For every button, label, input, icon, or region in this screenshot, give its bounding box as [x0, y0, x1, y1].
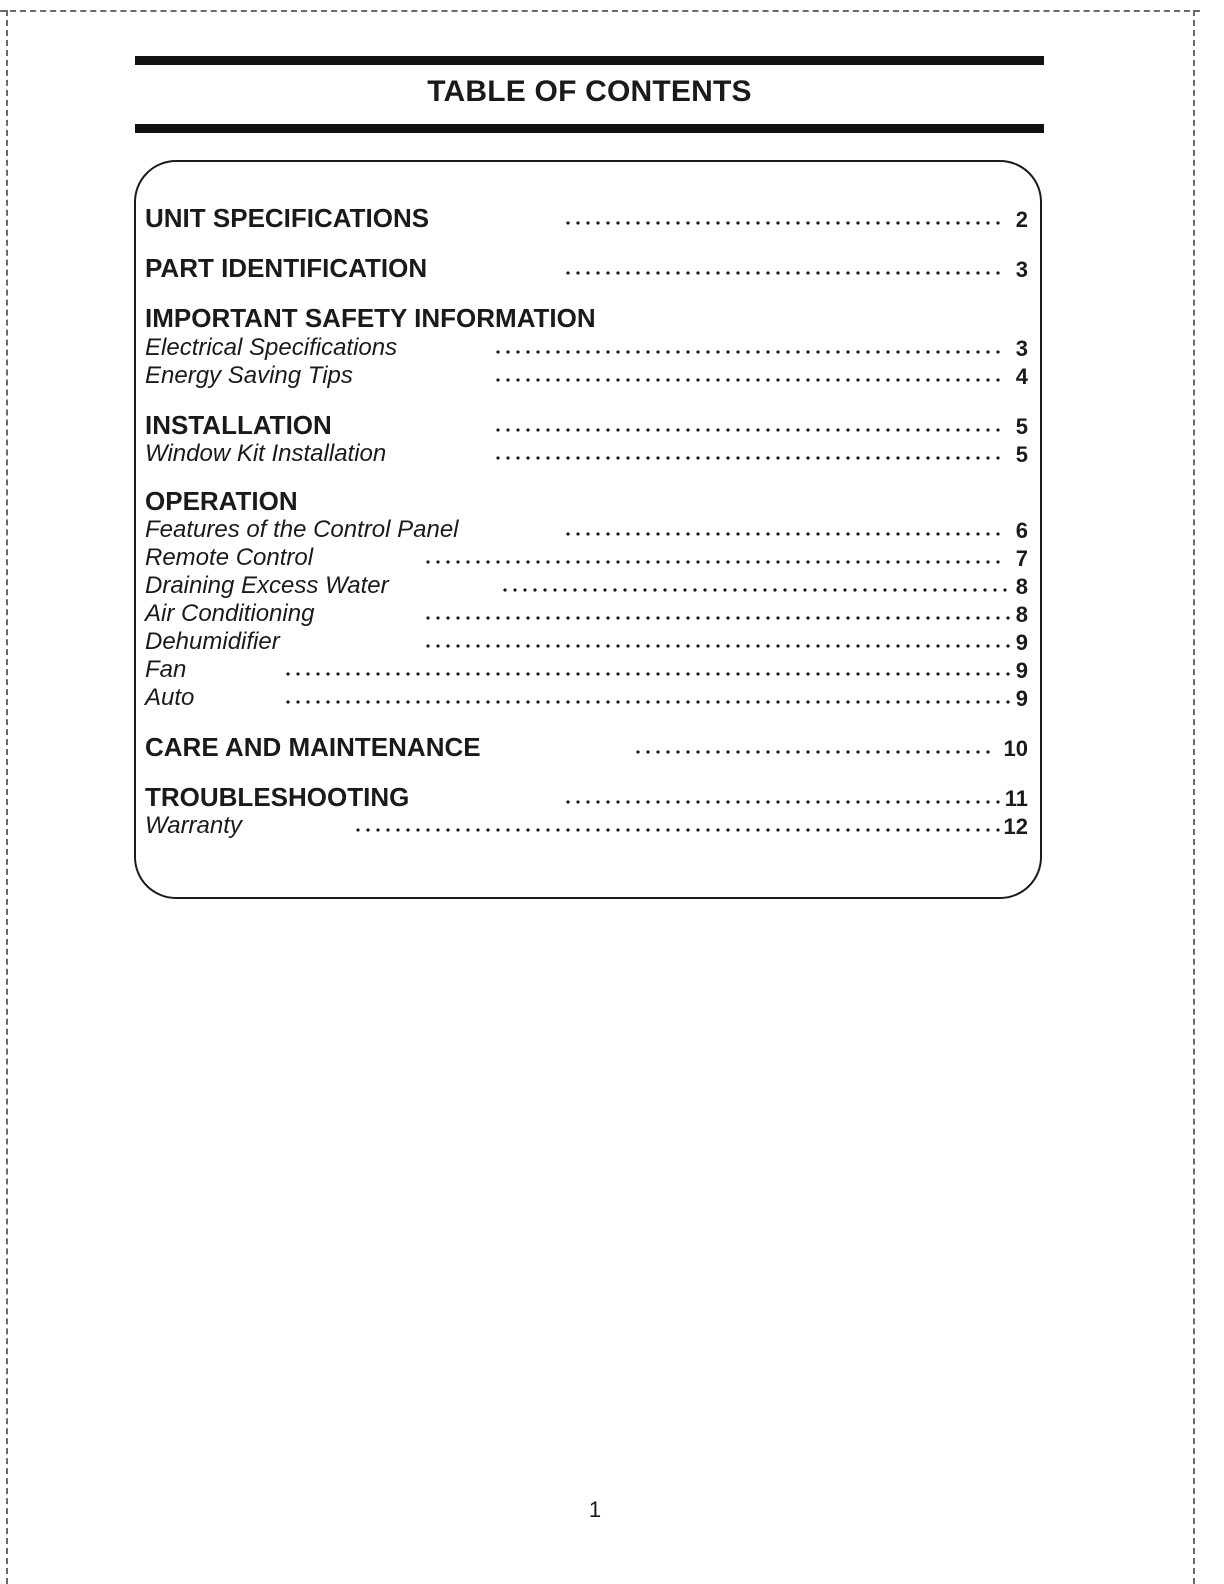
toc-entry-page: 11: [1004, 786, 1028, 811]
toc-entry[interactable]: [145, 251, 1028, 281]
dot-leader: [563, 528, 1002, 540]
toc-entry[interactable]: [145, 730, 1028, 760]
toc-entry-label: Dehumidifier: [145, 628, 280, 655]
toc-entry-label: Energy Saving Tips: [145, 362, 353, 389]
toc-entry-label: Features of the Control Panel: [145, 516, 459, 543]
toc-entry-page: 7: [1015, 546, 1028, 571]
dot-leader: [563, 217, 1002, 229]
toc-entry-page: 5: [1015, 414, 1028, 439]
toc-entry-page: 3: [1015, 257, 1028, 282]
dot-leader: [493, 452, 1002, 464]
cut-line-top: [0, 10, 1200, 12]
page-number: 1: [588, 1497, 602, 1522]
dot-leader: [353, 824, 1000, 836]
toc-entry-page: 9: [1015, 658, 1028, 683]
toc-entry-label: Remote Control: [145, 544, 314, 571]
toc-entry-page: 6: [1015, 518, 1028, 543]
toc-entry-page: 8: [1015, 602, 1028, 627]
toc-section-heading: [145, 484, 1028, 514]
title-rule-top: [135, 56, 1044, 65]
dot-leader: [500, 584, 1010, 596]
toc-entry-page: 9: [1015, 686, 1028, 711]
toc-section-heading: [145, 301, 1028, 331]
toc-entry[interactable]: [145, 201, 1028, 231]
toc-entry-page: 8: [1015, 574, 1028, 599]
toc-entry-page: 3: [1015, 336, 1028, 361]
dot-leader: [493, 374, 1002, 386]
toc-entry-page: 10: [1003, 736, 1028, 761]
toc-entry[interactable]: [145, 540, 1028, 570]
toc-entry-page: 4: [1015, 364, 1028, 389]
toc-entry[interactable]: [145, 680, 1028, 710]
dot-leader: [423, 612, 1010, 624]
toc-entry-page: 5: [1015, 442, 1028, 467]
toc-entry-label: Window Kit Installation: [145, 440, 387, 467]
toc-entry-label: Warranty: [145, 812, 242, 839]
toc-entry[interactable]: [145, 358, 1028, 388]
toc-entry[interactable]: [145, 512, 1028, 542]
dot-leader: [283, 668, 1010, 680]
dot-leader: [423, 640, 1010, 652]
toc-entry[interactable]: [145, 808, 1028, 838]
title-rule-bottom: [135, 124, 1044, 133]
toc-entry-label: OPERATION: [145, 486, 298, 516]
dot-leader: [563, 796, 1000, 808]
toc-entry[interactable]: [145, 652, 1028, 682]
dot-leader: [493, 346, 1002, 358]
toc-entry[interactable]: [145, 624, 1028, 654]
toc-entry[interactable]: [145, 408, 1028, 438]
toc-entry-label: Fan: [145, 656, 187, 683]
dot-leader: [493, 424, 1002, 436]
toc-entry[interactable]: [145, 330, 1028, 360]
toc-entry[interactable]: [145, 780, 1028, 810]
toc-entry-label: INSTALLATION: [145, 410, 332, 440]
toc-entry[interactable]: [145, 596, 1028, 626]
toc-entry-page: 2: [1015, 207, 1028, 232]
dot-leader: [633, 746, 992, 758]
dot-leader: [423, 556, 1002, 568]
toc-entry-page: 12: [1003, 814, 1028, 839]
toc-entry-label: PART IDENTIFICATION: [145, 253, 428, 283]
cut-line-right: [1193, 10, 1195, 1584]
toc-entry-label: Air Conditioning: [145, 600, 315, 627]
cut-line-left: [6, 10, 8, 1584]
toc-entry-label: CARE AND MAINTENANCE: [145, 732, 481, 762]
dot-leader: [283, 696, 1010, 708]
toc-entry[interactable]: [145, 568, 1028, 598]
dot-leader: [563, 267, 1002, 279]
toc-entry-label: UNIT SPECIFICATIONS: [145, 203, 430, 233]
toc-entry-label: Electrical Specifications: [145, 334, 398, 361]
toc-entry-label: TROUBLESHOOTING: [145, 782, 410, 812]
toc-entry-label: Auto: [145, 684, 195, 711]
toc-entry-label: IMPORTANT SAFETY INFORMATION: [145, 303, 596, 333]
toc-entry-label: Draining Excess Water: [145, 572, 389, 599]
page-title: TABLE OF CONTENTS: [427, 75, 752, 108]
toc-entry[interactable]: [145, 436, 1028, 466]
toc-entry-page: 9: [1015, 630, 1028, 655]
